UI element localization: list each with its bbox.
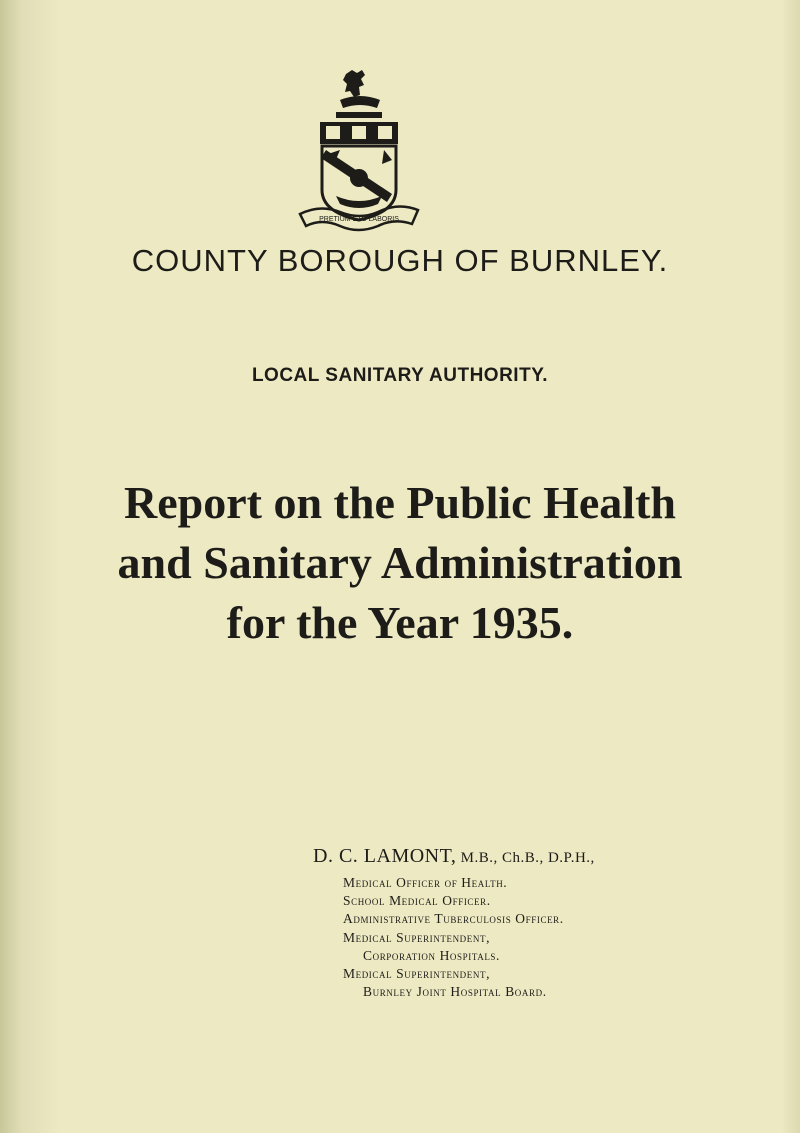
role-line: Medical Superintendent, — [343, 966, 491, 982]
author-block — [313, 845, 763, 1001]
report-title-line-3: for the Year 1935. — [226, 597, 574, 648]
borough-title: COUNTY BOROUGH OF BURNLEY. — [131, 243, 669, 278]
author-degrees: M.B., Ch.B., D.P.H., — [456, 850, 595, 866]
role-line: Medical Superintendent, — [343, 929, 491, 945]
author-name: D. C. LAMONT, — [313, 845, 457, 867]
report-title-line-2: and Sanitary Administration — [117, 537, 683, 588]
author-roles — [313, 874, 763, 1001]
author-name-line — [313, 845, 763, 868]
authority-heading: LOCAL SANITARY AUTHORITY. — [251, 365, 549, 386]
svg-text:PRETIUM ETC LABORIS: PRETIUM ETC LABORIS — [319, 216, 399, 223]
role-line: Burnley Joint Hospital Board. — [363, 984, 547, 1000]
role-line: Corporation Hospitals. — [363, 947, 500, 963]
role-line: Medical Officer of Health. — [343, 875, 508, 890]
role-line: Administrative Tuberculosis Officer. — [343, 911, 564, 927]
coat-of-arms-icon — [296, 66, 422, 236]
report-title-line-1: Report on the Public Health — [124, 477, 676, 528]
role-line: School Medical Officer. — [343, 893, 491, 909]
report-title — [0, 473, 800, 653]
